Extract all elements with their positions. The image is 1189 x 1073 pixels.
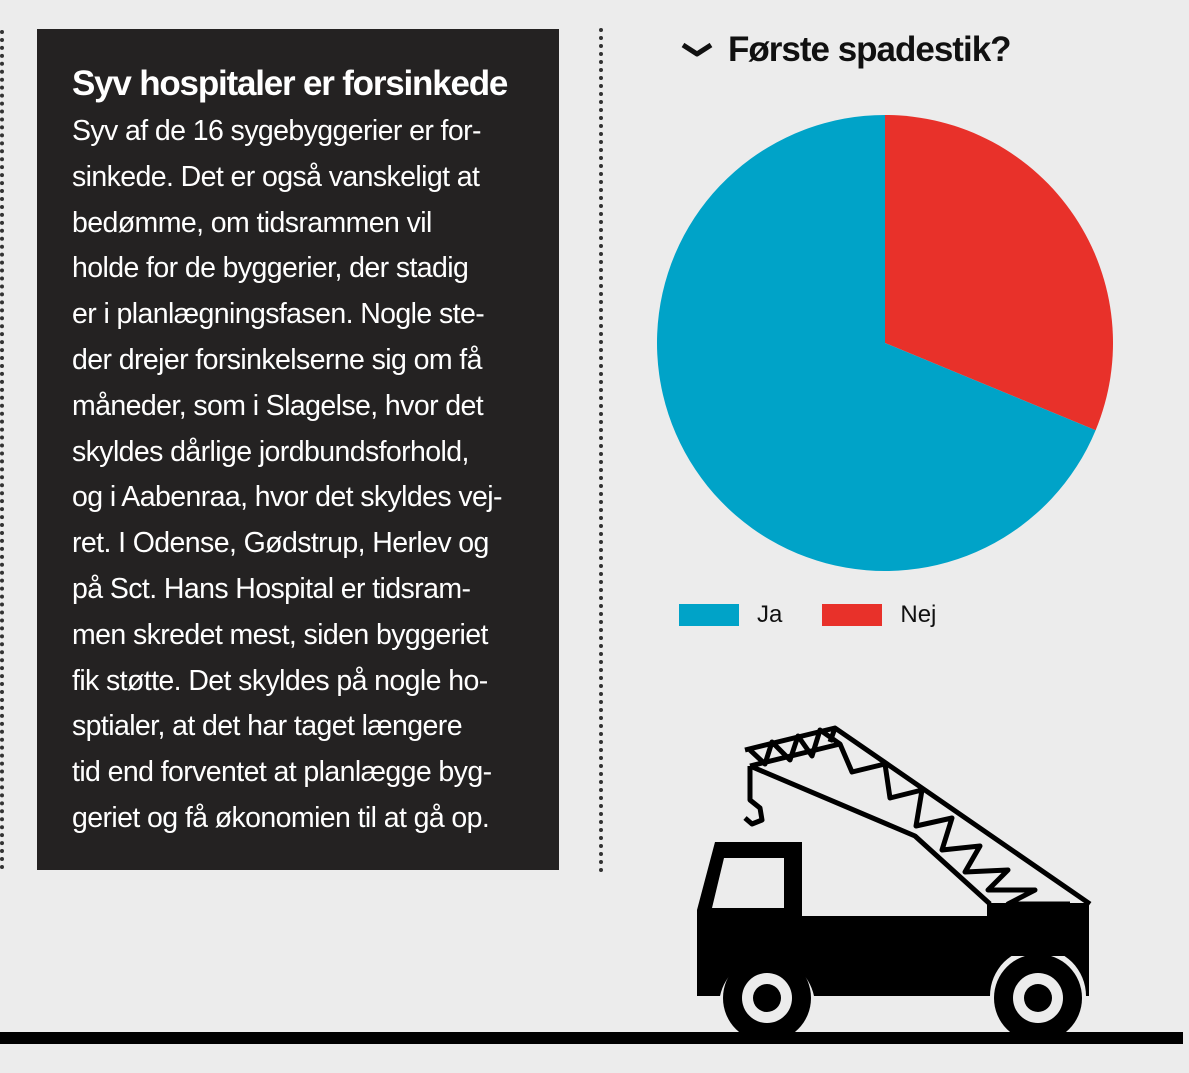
info-line: skyldes dårlige jordbundsforhold,	[72, 435, 469, 468]
chart-title: Første spadestik?	[728, 30, 1011, 69]
info-line: tid end forventet at planlægge byg-	[72, 756, 492, 789]
ground-line	[0, 1032, 1183, 1044]
info-line: måneder, som i Slagelse, hvor det	[72, 389, 484, 422]
legend-item-ja	[679, 601, 782, 629]
legend-swatch-nej	[822, 604, 882, 626]
info-line: er i planlægningsfasen. Nogle ste-	[72, 298, 485, 331]
legend-swatch-ja	[679, 604, 739, 626]
info-line: sptialer, at det har taget længere	[72, 710, 462, 743]
info-line: sinkede. Det er også vanskeligt at	[72, 160, 480, 193]
info-line: og i Aabenraa, hvor det skyldes vej-	[72, 481, 502, 514]
info-body	[72, 109, 531, 842]
info-line: holde for de byggerier, der stadig	[72, 252, 469, 285]
info-line: men skredet mest, siden byggeriet	[72, 618, 488, 651]
pie-chart	[650, 108, 1120, 578]
legend-item-nej	[822, 601, 936, 629]
legend	[679, 601, 976, 629]
info-line: Syv af de 16 sygebyggerier er for-	[72, 115, 481, 147]
legend-label-nej: Nej	[900, 601, 937, 628]
info-line: bedømme, om tidsrammen vil	[72, 206, 432, 239]
info-line: ret. I Odense, Gødstrup, Herlev og	[72, 527, 489, 560]
chevron-down-icon	[680, 40, 714, 60]
info-title: Syv hospitaler er forsinkede	[72, 64, 508, 103]
info-line: fik støtte. Det skyldes på nogle ho-	[72, 664, 488, 697]
info-box	[37, 29, 559, 870]
info-line: der drejer forsinkelserne sig om få	[72, 343, 482, 376]
info-line: geriet og få økonomien til at gå op.	[72, 801, 490, 834]
legend-label-ja: Ja	[757, 601, 783, 628]
chart-header	[680, 22, 1011, 78]
crane-truck-icon	[690, 720, 1100, 1040]
info-line: på Sct. Hans Hospital er tidsram-	[72, 572, 471, 605]
dotted-divider	[599, 28, 603, 873]
left-dotted-border	[0, 30, 4, 870]
